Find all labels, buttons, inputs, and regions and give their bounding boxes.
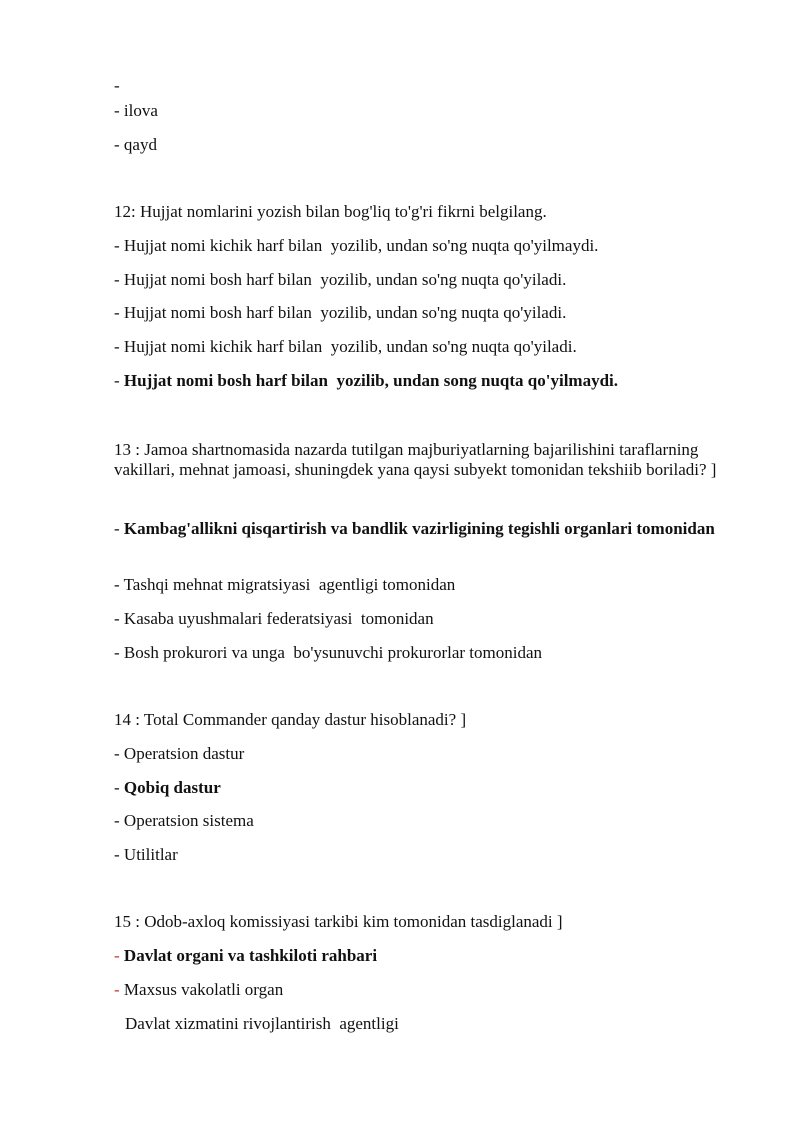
q12-option-4: - Hujjat nomi kichik harf bilan yozilib, undan so'ng nuqta qo'yiladi. bbox=[114, 337, 577, 356]
q14-option-2-correct: - Qobiq dastur bbox=[114, 778, 221, 797]
q12-option-3: - Hujjat nomi bosh harf bilan yozilib, undan so'ng nuqta qo'yiladi. bbox=[114, 303, 567, 322]
q14-option-4: - Utilitlar bbox=[114, 845, 178, 864]
q12-option-2: - Hujjat nomi bosh harf bilan yozilib, undan so'ng nuqta qo'yiladi. bbox=[114, 270, 567, 289]
q14-option-1: - Operatsion dastur bbox=[114, 744, 245, 763]
question-14: 14 : Total Commander qanday dastur hisoblanadi? ] bbox=[114, 710, 467, 729]
q12-option-5-correct: - Hujjat nomi bosh harf bilan yozilib, undan song nuqta qo'yilmaydi. bbox=[114, 371, 619, 390]
q15-option-1-correct: - Davlat organi va tashkiloti rahbari bbox=[114, 946, 378, 965]
q13-option-3: - Kasaba uyushmalari federatsiyasi tomonidan bbox=[114, 609, 434, 628]
question-12: 12: Hujjat nomlarini yozish bilan bog'liq to'g'ri fikrni belgilang. bbox=[114, 202, 547, 221]
q15-option-2: - Maxsus vakolatli organ bbox=[114, 980, 284, 999]
q15-option-3: Davlat xizmatini rivojlantirish agentligi bbox=[125, 1014, 399, 1033]
q13-option-4: - Bosh prokurori va unga bo'ysunuvchi prokurorlar tomonidan bbox=[114, 643, 542, 662]
option-qayd: - qayd bbox=[114, 135, 157, 154]
q13-option-1-correct: - Kambag'allikni qisqartirish va bandlik vazirligining tegishli organlari tomonidan bbox=[114, 519, 715, 538]
q12-option-1: - Hujjat nomi kichik harf bilan yozilib, undan so'ng nuqta qo'yilmaydi. bbox=[114, 236, 599, 255]
stray-dash: - bbox=[114, 76, 120, 95]
option-ilova: - ilova bbox=[114, 101, 158, 120]
q14-option-3: - Operatsion sistema bbox=[114, 811, 254, 830]
question-15: 15 : Odob-axloq komissiyasi tarkibi kim tomonidan tasdiglanadi ] bbox=[114, 912, 563, 931]
question-13: 13 : Jamoa shartnomasida nazarda tutilgan majburiyatlarning bajarilishini taraflarning vakillari, mehnat jamoasi, shuningdek yana qaysi subyekt tomonidan tekshiib boriladi? ] bbox=[114, 440, 717, 479]
q13-option-2: - Tashqi mehnat migratsiyasi agentligi tomonidan bbox=[114, 575, 456, 594]
